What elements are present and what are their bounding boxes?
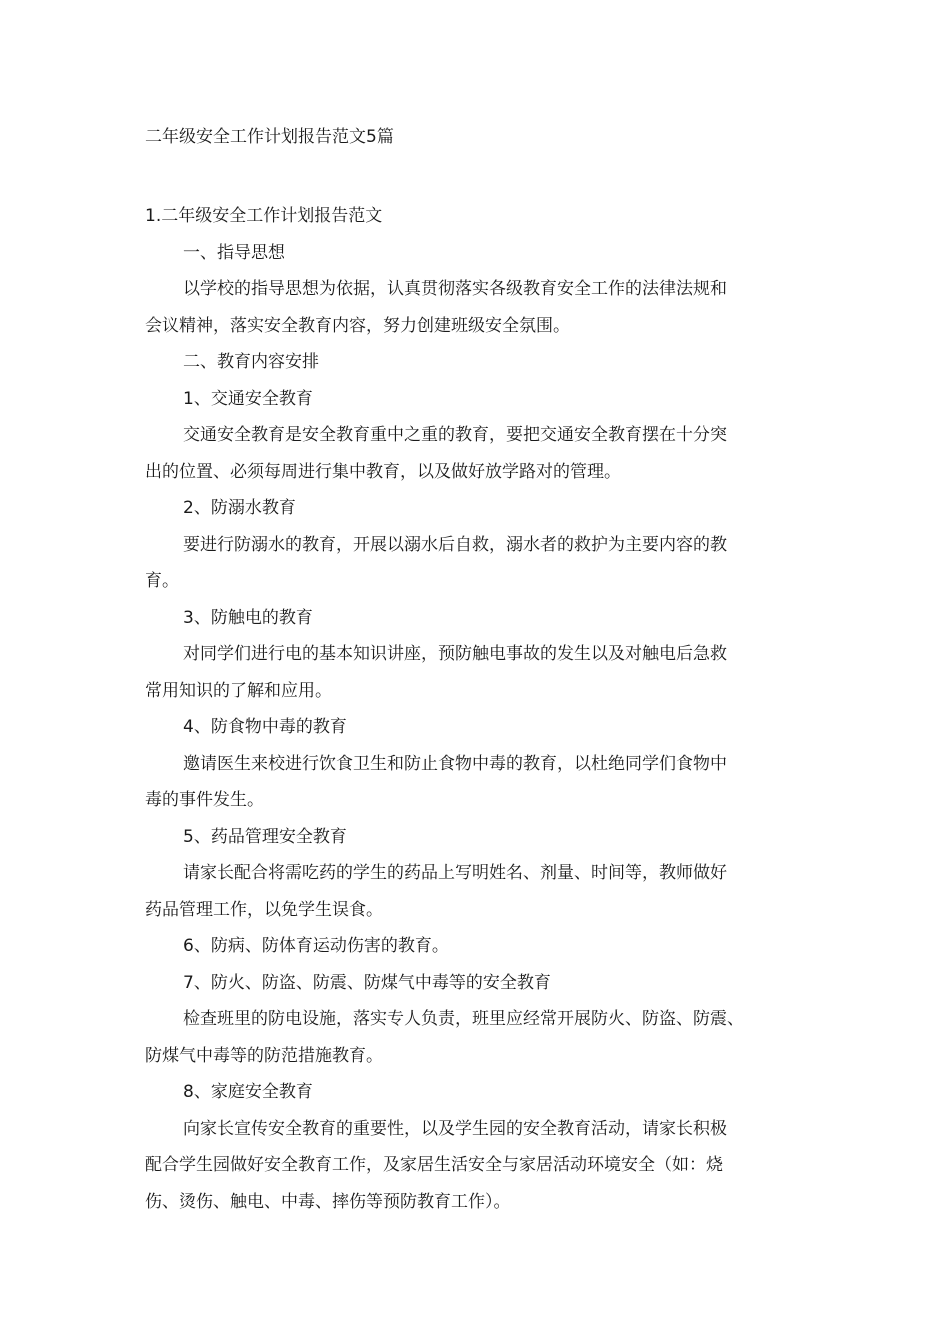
text-line: 伤、烫伤、触电、中毒、摔伤等预防教育工作）。 (145, 1191, 511, 1212)
text-line: 4、防食物中毒的教育 (183, 717, 347, 737)
text-line: 检查班里的防电设施，落实专人负责，班里应经常开展防火、防盗、防震、 (183, 1009, 744, 1029)
text-line: 配合学生园做好安全教育工作，及家居生活安全与家居活动环境安全（如：烧 (145, 1155, 723, 1175)
text-line: 育。 (145, 571, 179, 591)
text-line: 交通安全教育是安全教育重中之重的教育，要把交通安全教育摆在十分突 (183, 425, 727, 445)
text-line: 以学校的指导思想为依据，认真贯彻落实各级教育安全工作的法律法规和 (183, 279, 727, 299)
text-line: 对同学们进行电的基本知识讲座，预防触电事故的发生以及对触电后急救 (183, 644, 727, 664)
document-title: 二年级安全工作计划报告范文5篇 (145, 127, 394, 147)
text-line: 向家长宣传安全教育的重要性，以及学生园的安全教育活动，请家长积极 (183, 1118, 727, 1139)
text-line: 5、药品管理安全教育 (183, 826, 347, 847)
text-line: 毒的事件发生。 (145, 790, 264, 810)
text-line: 3、防触电的教育 (183, 607, 313, 628)
text-line: 要进行防溺水的教育，开展以溺水后自救，溺水者的救护为主要内容的教 (183, 534, 727, 555)
text-line: 一、指导思想 (183, 242, 285, 263)
text-line: 防煤气中毒等的防范措施教育。 (145, 1045, 383, 1066)
text-line: 会议精神，落实安全教育内容，努力创建班级安全氛围。 (145, 315, 570, 336)
document-body (145, 198, 815, 1220)
paragraph-lines (145, 235, 815, 1221)
text-line: 7、防火、防盗、防震、防煤气中毒等的安全教育 (183, 972, 551, 993)
text-line: 2、防溺水教育 (183, 498, 296, 518)
text-line: 邀请医生来校进行饮食卫生和防止食物中毒的教育，以杜绝同学们食物中 (183, 753, 727, 774)
section-title: 1.二年级安全工作计划报告范文 (145, 206, 383, 226)
text-line: 6、防病、防体育运动伤害的教育。 (183, 936, 449, 956)
text-line: 常用知识的了解和应用。 (145, 680, 332, 701)
text-line: 8、家庭安全教育 (183, 1082, 313, 1102)
text-line: 二、教育内容安排 (183, 352, 319, 372)
text-line: 药品管理工作，以免学生误食。 (145, 899, 383, 920)
text-line: 出的位置、必须每周进行集中教育，以及做好放学路对的管理。 (145, 461, 621, 482)
text-line: 请家长配合将需吃药的学生的药品上写明姓名、剂量、时间等，教师做好 (183, 863, 727, 883)
text-line: 1、交通安全教育 (183, 388, 313, 409)
